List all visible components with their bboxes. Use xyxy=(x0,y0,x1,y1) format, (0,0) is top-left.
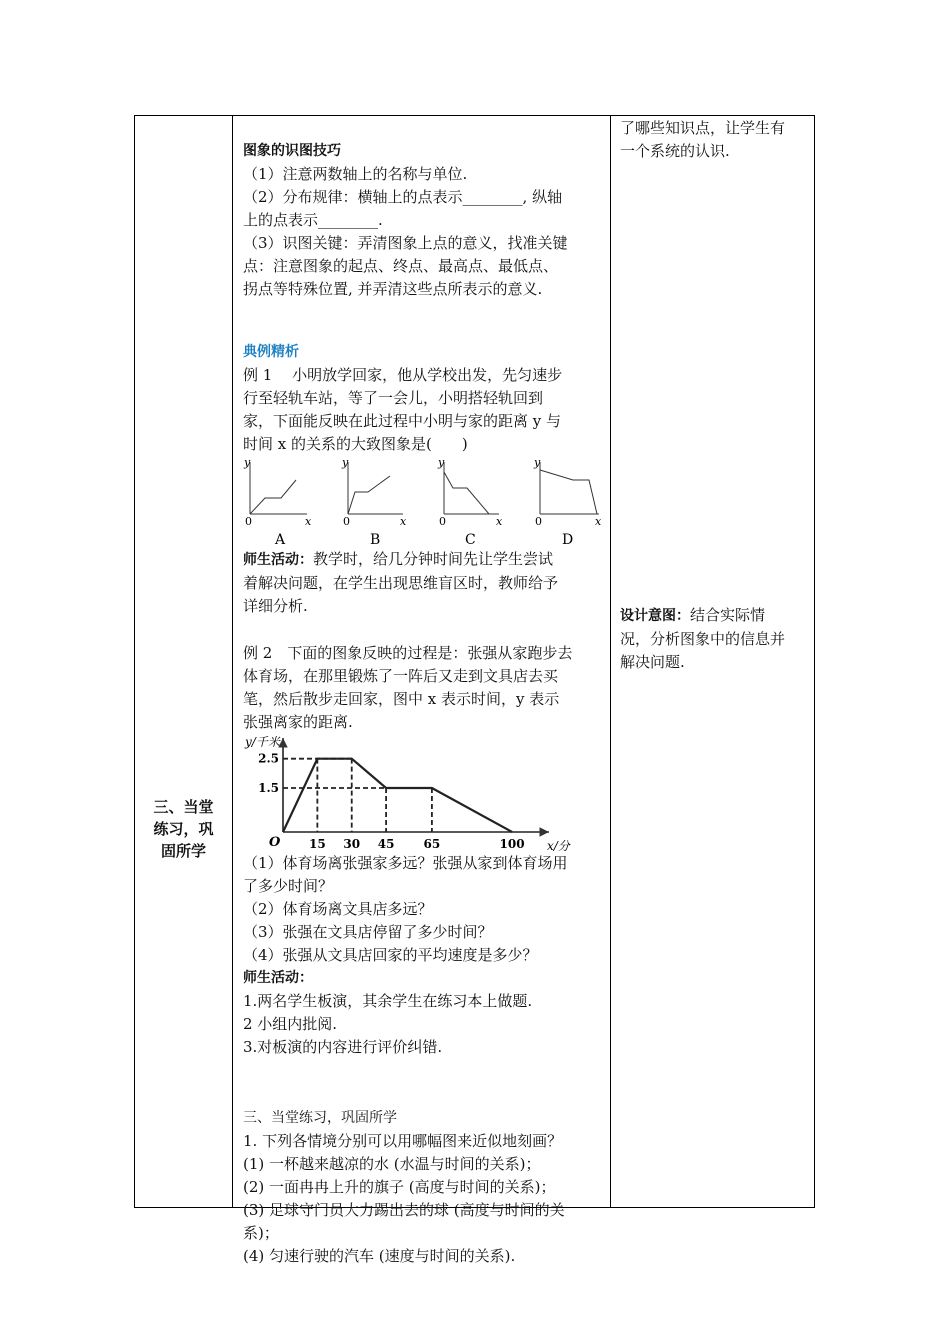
question-line: （2）体育场离文具店多远？ xyxy=(243,900,433,918)
activity1-text: 教学时，给几分钟时间先让学生尝试 xyxy=(313,550,554,568)
x-axis-label: x xyxy=(305,515,312,528)
option-graphs-svg xyxy=(243,458,605,548)
y-axis-label: y xyxy=(244,458,251,469)
option-letter: B xyxy=(370,532,381,548)
design-intent-label: 设计意图： xyxy=(620,608,690,624)
practice-heading: 三、当堂练习，巩固所学 xyxy=(243,1110,397,1126)
graph-line xyxy=(348,476,390,514)
dashed-guides xyxy=(283,759,432,832)
distance-time-chart xyxy=(243,734,605,852)
y-tick-label: 2.5 xyxy=(258,751,279,766)
option-graph-c xyxy=(437,458,503,548)
practice-line: (3) 足球守门员大力踢出去的球 (高度与时间的关 xyxy=(243,1201,565,1219)
right-text-line: 了哪些知识点，让学生有 xyxy=(620,119,786,137)
tips-line: 拐点等特殊位置, 并弄清这些点所表示的意义. xyxy=(243,280,543,298)
example1-line: 行至轻轨车站，等了一会儿，小明搭轻轨回到 xyxy=(243,389,544,407)
practice-line: 系)； xyxy=(243,1224,279,1242)
origin-label: 0 xyxy=(245,515,252,528)
section-label-line: 三、当堂 xyxy=(153,798,214,816)
origin-label: O xyxy=(269,835,281,850)
section-label-line: 练习，巩 xyxy=(153,820,214,838)
activity2-line: 2 小组内批阅. xyxy=(243,1015,338,1033)
tips-title: 图象的识图技巧 xyxy=(243,143,341,159)
origin-label: 0 xyxy=(439,515,446,528)
example1-line: 家，下面能反映在此过程中小明与家的距离 y 与 xyxy=(243,412,562,430)
example2-line: 张强离家的距离. xyxy=(243,713,353,731)
y-axis-title: y/千米 xyxy=(245,735,280,749)
tips-line: （3）识图关键：弄清图象上点的意义，找准关键 xyxy=(243,234,568,252)
tips-line: （2）分布规律：横轴上的点表示________, 纵轴 xyxy=(243,188,563,206)
option-letter: D xyxy=(562,532,574,548)
graph-line xyxy=(540,470,597,514)
right-column-top xyxy=(620,117,810,163)
example2-line: 例 2 下面的图象反映的过程是：张强从家跑步去 xyxy=(243,644,573,662)
activity1-text: 详细分析. xyxy=(243,597,308,615)
y-tick-label: 1.5 xyxy=(258,781,279,795)
x-axis-label: x xyxy=(496,515,503,528)
column-divider-left xyxy=(232,116,233,1207)
origin-label: 0 xyxy=(535,515,542,528)
practice-line: (1) 一杯越来越凉的水 (水温与时间的关系)； xyxy=(243,1155,541,1173)
option-letter: C xyxy=(465,532,476,548)
x-tick-label: 45 xyxy=(377,837,395,851)
x-axis-label: x xyxy=(595,515,602,528)
section-label-cell xyxy=(135,796,232,862)
activity1-text: 着解决问题，在学生出现思维盲区时，教师给予 xyxy=(243,574,559,592)
practice-line: (4) 匀速行驶的汽车 (速度与时间的关系). xyxy=(243,1247,516,1265)
question-line: （1）体育场离张强家多远？张强从家到体育场用 xyxy=(243,854,568,872)
section-label-line: 固所学 xyxy=(160,842,206,860)
y-axis-label: y xyxy=(342,458,349,469)
design-intent-text: 解决问题. xyxy=(620,653,685,671)
tips-line: 点：注意图象的起点、终点、最高点、最低点、 xyxy=(243,257,559,275)
activity2-label: 师生活动： xyxy=(243,970,313,986)
graph-line xyxy=(250,480,296,514)
x-axis-title: x/分 xyxy=(547,839,570,852)
activity1-label: 师生活动： xyxy=(243,552,313,568)
example2-line: 体育场，在那里锻炼了一阵后又走到文具店去买 xyxy=(243,667,559,685)
x-tick-label: 100 xyxy=(499,837,525,851)
practice-line: 1. 下列各情境分别可以用哪幅图来近似地刻画？ xyxy=(243,1132,563,1150)
activity2-line: 1.两名学生板演，其余学生在练习本上做题. xyxy=(243,992,533,1010)
tips-line: （1）注意两数轴上的名称与单位. xyxy=(243,165,468,183)
option-graph-b xyxy=(341,458,407,548)
design-intent xyxy=(620,604,810,674)
option-letter: A xyxy=(275,532,286,548)
y-axis-label: y xyxy=(438,458,445,469)
column-divider-right xyxy=(610,116,611,1207)
example1-line: 时间 x 的关系的大致图象是( ) xyxy=(243,435,468,453)
x-tick-label: 65 xyxy=(423,837,441,851)
option-graphs xyxy=(243,458,605,548)
option-graph-d xyxy=(533,458,602,548)
x-axis-label: x xyxy=(400,515,407,528)
main-column xyxy=(243,140,605,1268)
design-intent-text: 结合实际情 xyxy=(690,606,766,624)
option-graph-a xyxy=(243,458,312,548)
origin-label: 0 xyxy=(343,515,350,528)
examples-heading: 典例精析 xyxy=(243,344,299,360)
y-axis-label: y xyxy=(534,458,541,469)
example2-line: 笔，然后散步走回家，图中 x 表示时间，y 表示 xyxy=(243,690,560,708)
x-tick-label: 15 xyxy=(309,837,326,851)
activity2-line: 3.对板演的内容进行评价纠错. xyxy=(243,1038,443,1056)
question-line: 了多少时间？ xyxy=(243,877,334,895)
question-line: （4）张强从文具店回家的平均速度是多少？ xyxy=(243,946,538,964)
example1-line: 例 1 小明放学回家，他从学校出发，先匀速步 xyxy=(243,366,563,384)
right-text-line: 一个系统的认识. xyxy=(620,142,730,160)
question-line: （3）张强在文具店停留了多少时间？ xyxy=(243,923,493,941)
practice-line: (2) 一面冉冉上升的旗子 (高度与时间的关系)； xyxy=(243,1178,556,1196)
graph-line xyxy=(444,472,489,514)
distance-time-chart-svg xyxy=(243,734,605,852)
x-tick-label: 30 xyxy=(343,837,361,851)
design-intent-text: 况，分析图象中的信息并 xyxy=(620,630,786,648)
tips-line: 上的点表示________. xyxy=(243,211,383,229)
